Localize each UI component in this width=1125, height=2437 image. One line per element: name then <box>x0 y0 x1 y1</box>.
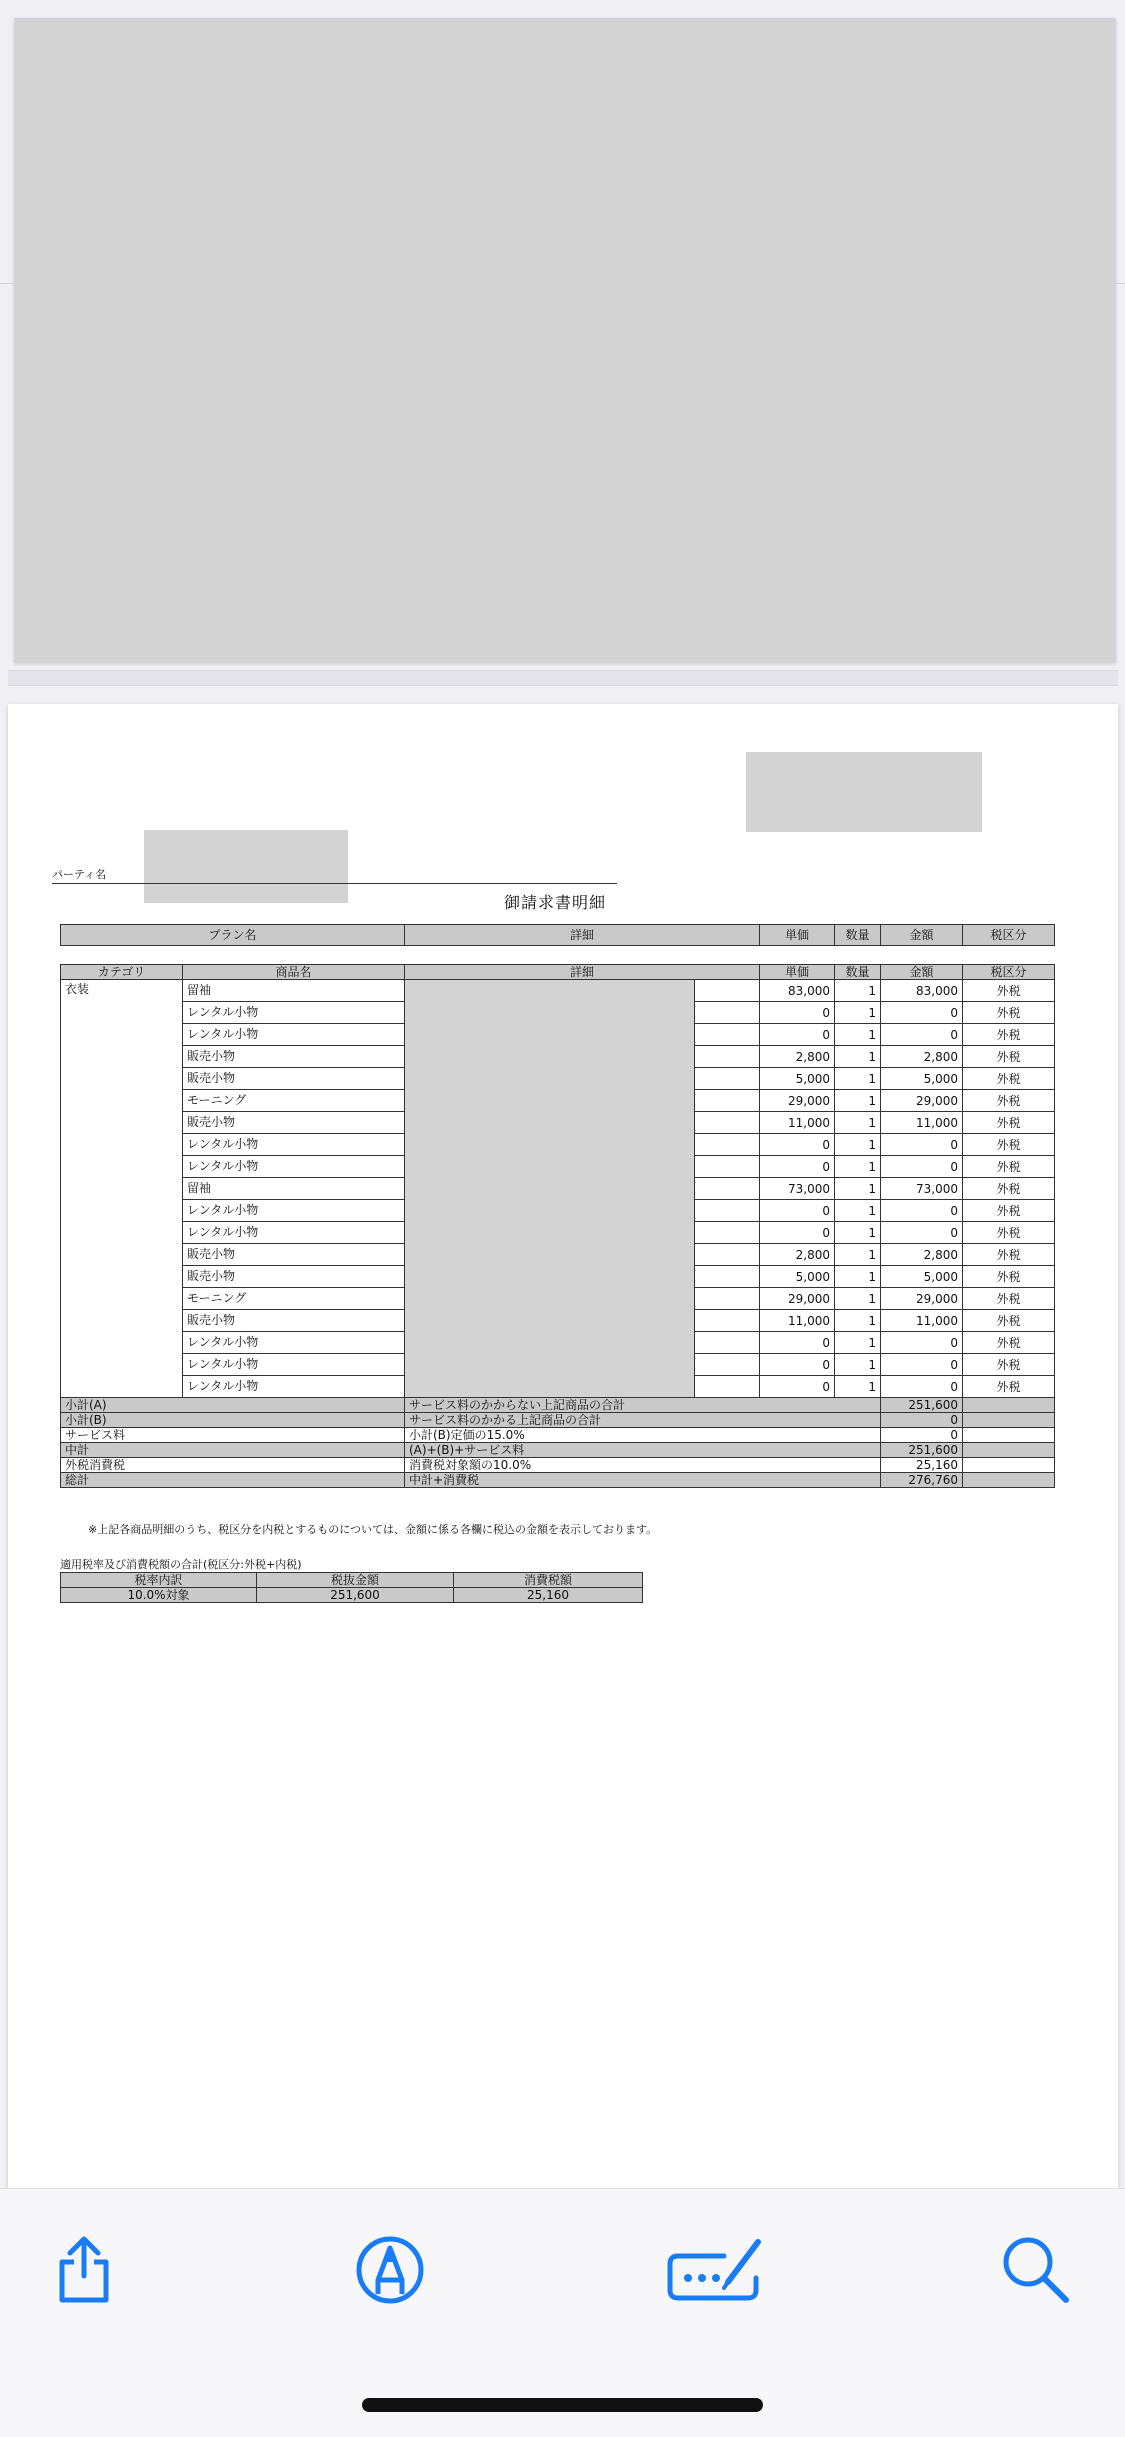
tax-summary-title: 適用税率及び消費税額の合計(税区分:外税+内税) <box>60 1558 302 1571</box>
product-name-cell: 留袖 <box>183 1178 405 1200</box>
party-name-underline <box>52 883 617 884</box>
redacted-header-block <box>746 752 982 832</box>
summary-row <box>61 1398 1055 1413</box>
product-name-cell: レンタル小物 <box>183 1222 405 1244</box>
tax-summary-row <box>61 1588 643 1603</box>
quantity-cell: 1 <box>835 1156 881 1178</box>
unit-price-cell: 0 <box>760 1332 835 1354</box>
unit-price-cell: 29,000 <box>760 1288 835 1310</box>
tax-type-cell: 外税 <box>963 1178 1055 1200</box>
detail-cell <box>695 1288 760 1310</box>
detail-cell <box>695 1222 760 1244</box>
summary-tax-cell <box>963 1473 1055 1488</box>
quantity-cell: 1 <box>835 1002 881 1024</box>
redacted-content <box>14 18 1116 663</box>
redacted-detail-cell <box>405 980 695 1398</box>
amount-header: 金額 <box>881 925 963 946</box>
unit-price-cell: 11,000 <box>760 1112 835 1134</box>
unit-price-header: 単価 <box>760 965 835 980</box>
amount-cell: 0 <box>881 1222 963 1244</box>
unit-price-cell: 29,000 <box>760 1090 835 1112</box>
detail-cell <box>695 1024 760 1046</box>
summary-row <box>61 1458 1055 1473</box>
summary-detail: 小計(B)定価の15.0% <box>405 1428 881 1443</box>
unit-price-cell: 2,800 <box>760 1244 835 1266</box>
quantity-cell: 1 <box>835 980 881 1002</box>
signature-icon <box>666 2234 766 2306</box>
unit-price-cell: 5,000 <box>760 1266 835 1288</box>
detail-cell <box>695 1266 760 1288</box>
amount-cell: 11,000 <box>881 1112 963 1134</box>
summary-label: 外税消費税 <box>61 1458 405 1473</box>
product-name-cell: レンタル小物 <box>183 1002 405 1024</box>
detail-cell <box>695 1376 760 1398</box>
plan-header-row <box>61 925 1055 946</box>
unit-price-cell: 0 <box>760 1002 835 1024</box>
category-cell: 衣装 <box>61 980 183 1398</box>
tax-type-cell: 外税 <box>963 1244 1055 1266</box>
tax-type-cell: 外税 <box>963 980 1055 1002</box>
markup-button[interactable] <box>350 2230 430 2310</box>
detail-cell <box>695 1354 760 1376</box>
divider <box>1116 283 1125 284</box>
unit-price-cell: 0 <box>760 1222 835 1244</box>
product-name-cell: 販売小物 <box>183 1266 405 1288</box>
quantity-cell: 1 <box>835 1178 881 1200</box>
amount-cell: 0 <box>881 1354 963 1376</box>
amount-cell: 29,000 <box>881 1288 963 1310</box>
search-icon <box>1000 2234 1072 2306</box>
quantity-cell: 1 <box>835 1288 881 1310</box>
summary-detail: 消費税対象額の10.0% <box>405 1458 881 1473</box>
tax-summary-header-row <box>61 1573 643 1588</box>
detail-header: 詳細 <box>405 965 760 980</box>
product-name-cell: レンタル小物 <box>183 1134 405 1156</box>
product-name-cell: レンタル小物 <box>183 1200 405 1222</box>
quantity-cell: 1 <box>835 1332 881 1354</box>
summary-label: 小計(A) <box>61 1398 405 1413</box>
quantity-header: 数量 <box>835 925 881 946</box>
product-name-cell: モーニング <box>183 1288 405 1310</box>
amount-cell: 0 <box>881 1024 963 1046</box>
quantity-cell: 1 <box>835 1134 881 1156</box>
tax-type-cell: 外税 <box>963 1200 1055 1222</box>
summary-amount: 0 <box>881 1413 963 1428</box>
summary-row <box>61 1473 1055 1488</box>
detail-cell <box>695 980 760 1002</box>
amount-cell: 5,000 <box>881 1068 963 1090</box>
amount-header: 金額 <box>881 965 963 980</box>
detail-cell <box>695 1134 760 1156</box>
detail-cell <box>695 1200 760 1222</box>
product-name-cell: レンタル小物 <box>183 1354 405 1376</box>
detail-cell <box>695 1156 760 1178</box>
product-name-cell: レンタル小物 <box>183 1024 405 1046</box>
tax-type-cell: 外税 <box>963 1156 1055 1178</box>
product-name-header: 商品名 <box>183 965 405 980</box>
consumption-tax-header: 消費税額 <box>454 1573 643 1588</box>
amount-cell: 2,800 <box>881 1046 963 1068</box>
amount-cell: 2,800 <box>881 1244 963 1266</box>
unit-price-cell: 0 <box>760 1200 835 1222</box>
summary-tax-cell <box>963 1443 1055 1458</box>
product-name-cell: レンタル小物 <box>183 1156 405 1178</box>
unit-price-cell: 5,000 <box>760 1068 835 1090</box>
share-button[interactable] <box>44 2230 124 2310</box>
tax-type-header: 税区分 <box>963 925 1055 946</box>
amount-cell: 0 <box>881 1156 963 1178</box>
items-header-row <box>61 965 1055 980</box>
product-name-cell: レンタル小物 <box>183 1376 405 1398</box>
unit-price-cell: 83,000 <box>760 980 835 1002</box>
tax-type-cell: 外税 <box>963 1354 1055 1376</box>
quantity-cell: 1 <box>835 1222 881 1244</box>
divider <box>0 283 14 284</box>
amount-cell: 11,000 <box>881 1310 963 1332</box>
plan-table <box>60 924 1055 946</box>
tax-type-cell: 外税 <box>963 1046 1055 1068</box>
unit-price-header: 単価 <box>760 925 835 946</box>
tax-note: ※上記各商品明細のうち、税区分を内税とするものについては、金額に係る各欄に税込の金額を表示しております。 <box>88 1523 658 1536</box>
tax-type-cell: 外税 <box>963 1090 1055 1112</box>
tax-type-cell: 外税 <box>963 1266 1055 1288</box>
amount-cell: 0 <box>881 1376 963 1398</box>
items-table <box>60 964 1055 1488</box>
page-separator <box>8 670 1118 686</box>
tax-type-cell: 外税 <box>963 1376 1055 1398</box>
tax-type-cell: 外税 <box>963 1288 1055 1310</box>
detail-cell <box>695 1244 760 1266</box>
summary-label: 小計(B) <box>61 1413 405 1428</box>
amount-cell: 0 <box>881 1134 963 1156</box>
summary-detail: 中計+消費税 <box>405 1473 881 1488</box>
product-name-cell: レンタル小物 <box>183 1332 405 1354</box>
tax-summary-table <box>60 1572 643 1603</box>
party-name-label: パーティ名 <box>52 868 107 881</box>
detail-cell <box>695 1178 760 1200</box>
quantity-cell: 1 <box>835 1354 881 1376</box>
tax-type-header: 税区分 <box>963 965 1055 980</box>
summary-label: 中計 <box>61 1443 405 1458</box>
quantity-cell: 1 <box>835 1068 881 1090</box>
summary-detail: サービス料のかからない上記商品の合計 <box>405 1398 881 1413</box>
tax-rate-header: 税率内訳 <box>61 1573 257 1588</box>
amount-cell: 83,000 <box>881 980 963 1002</box>
quantity-cell: 1 <box>835 1266 881 1288</box>
summary-row <box>61 1428 1055 1443</box>
signature-button[interactable] <box>666 2230 766 2310</box>
home-indicator[interactable] <box>362 2398 763 2412</box>
amount-cell: 29,000 <box>881 1090 963 1112</box>
table-row <box>61 980 1055 1002</box>
consumption-tax-cell: 25,160 <box>454 1588 643 1603</box>
amount-cell: 73,000 <box>881 1178 963 1200</box>
quantity-cell: 1 <box>835 1090 881 1112</box>
search-button[interactable] <box>996 2230 1076 2310</box>
summary-amount: 25,160 <box>881 1458 963 1473</box>
summary-row <box>61 1443 1055 1458</box>
summary-tax-cell <box>963 1398 1055 1413</box>
unit-price-cell: 0 <box>760 1134 835 1156</box>
detail-cell <box>695 1112 760 1134</box>
share-icon <box>52 2234 116 2306</box>
quantity-cell: 1 <box>835 1112 881 1134</box>
unit-price-cell: 11,000 <box>760 1310 835 1332</box>
unit-price-cell: 0 <box>760 1354 835 1376</box>
quantity-cell: 1 <box>835 1024 881 1046</box>
detail-cell <box>695 1310 760 1332</box>
quantity-cell: 1 <box>835 1046 881 1068</box>
summary-amount: 0 <box>881 1428 963 1443</box>
tax-type-cell: 外税 <box>963 1332 1055 1354</box>
tax-rate-cell: 10.0%対象 <box>61 1588 257 1603</box>
tax-type-cell: 外税 <box>963 1024 1055 1046</box>
quantity-cell: 1 <box>835 1200 881 1222</box>
summary-tax-cell <box>963 1428 1055 1443</box>
tax-type-cell: 外税 <box>963 1112 1055 1134</box>
summary-label: サービス料 <box>61 1428 405 1443</box>
detail-cell <box>695 1046 760 1068</box>
detail-cell <box>695 1090 760 1112</box>
unit-price-cell: 0 <box>760 1024 835 1046</box>
amount-cell: 0 <box>881 1332 963 1354</box>
unit-price-cell: 73,000 <box>760 1178 835 1200</box>
quantity-cell: 1 <box>835 1310 881 1332</box>
detail-cell <box>695 1332 760 1354</box>
product-name-cell: 留袖 <box>183 980 405 1002</box>
summary-row <box>61 1413 1055 1428</box>
pretax-amount-cell: 251,600 <box>257 1588 454 1603</box>
previous-page[interactable] <box>14 18 1116 663</box>
tax-type-cell: 外税 <box>963 1002 1055 1024</box>
unit-price-cell: 2,800 <box>760 1046 835 1068</box>
unit-price-cell: 0 <box>760 1156 835 1178</box>
detail-cell <box>695 1068 760 1090</box>
tax-type-cell: 外税 <box>963 1068 1055 1090</box>
product-name-cell: 販売小物 <box>183 1112 405 1134</box>
summary-tax-cell <box>963 1413 1055 1428</box>
tax-type-cell: 外税 <box>963 1222 1055 1244</box>
summary-amount: 276,760 <box>881 1473 963 1488</box>
pretax-amount-header: 税抜金額 <box>257 1573 454 1588</box>
tax-type-cell: 外税 <box>963 1134 1055 1156</box>
category-header: カテゴリ <box>61 965 183 980</box>
quantity-header: 数量 <box>835 965 881 980</box>
quantity-cell: 1 <box>835 1244 881 1266</box>
amount-cell: 0 <box>881 1002 963 1024</box>
product-name-cell: 販売小物 <box>183 1244 405 1266</box>
amount-cell: 0 <box>881 1200 963 1222</box>
plan-name-header: プラン名 <box>61 925 405 946</box>
product-name-cell: 販売小物 <box>183 1046 405 1068</box>
tax-type-cell: 外税 <box>963 1310 1055 1332</box>
product-name-cell: 販売小物 <box>183 1310 405 1332</box>
product-name-cell: モーニング <box>183 1090 405 1112</box>
unit-price-cell: 0 <box>760 1376 835 1398</box>
product-name-cell: 販売小物 <box>183 1068 405 1090</box>
summary-tax-cell <box>963 1458 1055 1473</box>
amount-cell: 5,000 <box>881 1266 963 1288</box>
detail-header: 詳細 <box>405 925 760 946</box>
summary-detail: (A)+(B)+サービス料 <box>405 1443 881 1458</box>
markup-icon <box>354 2234 426 2306</box>
detail-cell <box>695 1002 760 1024</box>
summary-amount: 251,600 <box>881 1398 963 1413</box>
summary-label: 総計 <box>61 1473 405 1488</box>
quantity-cell: 1 <box>835 1376 881 1398</box>
summary-detail: サービス料のかかる上記商品の合計 <box>405 1413 881 1428</box>
document-title: 御請求書明細 <box>503 893 606 912</box>
summary-amount: 251,600 <box>881 1443 963 1458</box>
